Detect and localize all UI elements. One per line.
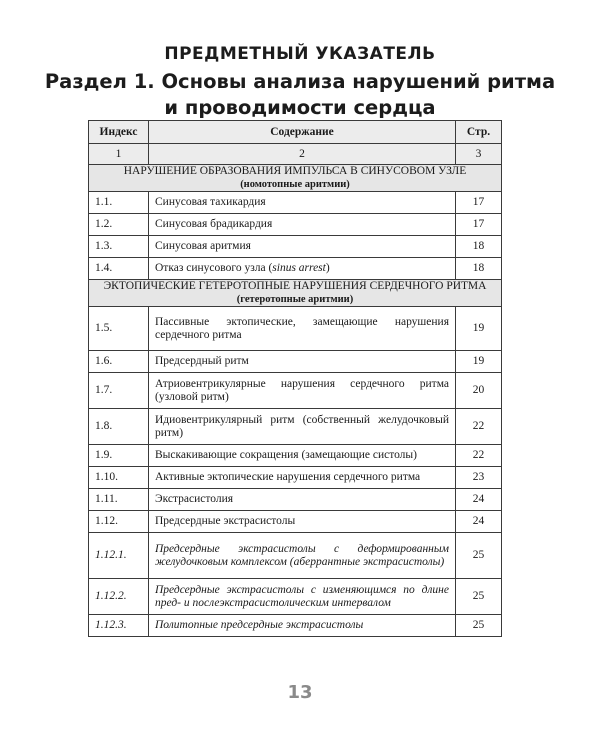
row-content: Активные эктопические нарушения сердечного ритма	[149, 467, 456, 489]
row-content: Выскакивающие сокращения (замещающие систолы)	[149, 445, 456, 467]
table-row	[89, 511, 502, 533]
table-row	[89, 373, 502, 409]
row-content: Синусовая брадикардия	[149, 214, 456, 236]
row-content: Идиовентрикулярный ритм (собственный желудочковый ритм)	[149, 409, 456, 445]
section-title-line2: и проводимости сердца	[164, 96, 436, 119]
row-page: 19	[456, 351, 502, 373]
row-content: Синусовая аритмия	[149, 236, 456, 258]
table-row	[89, 258, 502, 280]
table-row	[89, 192, 502, 214]
row-page: 18	[456, 236, 502, 258]
row-page: 24	[456, 489, 502, 511]
row-content: Пассивные эктопические, замещающие нарушения сердечного ритма	[149, 307, 456, 351]
row-index: 1.5.	[89, 307, 149, 351]
row-page: 20	[456, 373, 502, 409]
column-number: 3	[456, 144, 502, 165]
row-content: Экстрасистолия	[149, 489, 456, 511]
table-row	[89, 533, 502, 579]
row-index: 1.12.	[89, 511, 149, 533]
row-content: Политопные предсердные экстрасистолы	[149, 615, 456, 637]
row-index: 1.8.	[89, 409, 149, 445]
column-number: 1	[89, 144, 149, 165]
row-content-end: )	[325, 262, 330, 274]
page-number: 13	[287, 682, 313, 703]
header-page: Стр.	[456, 121, 502, 144]
table-row	[89, 351, 502, 373]
section-subheading: (номотопные аритмии)	[240, 179, 350, 190]
section-cell	[89, 280, 502, 307]
row-index: 1.4.	[89, 258, 149, 280]
table-row	[89, 445, 502, 467]
row-content: Атриовентрикулярные нарушения сердечного ритма (узловой ритм)	[149, 373, 456, 409]
row-index: 1.2.	[89, 214, 149, 236]
row-content: Синусовая тахикардия	[149, 192, 456, 214]
row-page: 19	[456, 307, 502, 351]
row-page: 22	[456, 445, 502, 467]
row-page: 17	[456, 214, 502, 236]
row-page: 22	[456, 409, 502, 445]
column-number: 2	[149, 144, 456, 165]
row-content: Предсердные экстрасистолы	[149, 511, 456, 533]
table-row	[89, 467, 502, 489]
header-index: Индекс	[89, 121, 149, 144]
table-row	[89, 409, 502, 445]
row-index: 1.3.	[89, 236, 149, 258]
section-subheading: (гетеротопные аритмии)	[236, 294, 354, 305]
row-index: 1.7.	[89, 373, 149, 409]
index-table	[88, 120, 502, 637]
table-row	[89, 489, 502, 511]
row-content: Предсердный ритм	[149, 351, 456, 373]
row-index: 1.12.1.	[89, 533, 149, 579]
row-index: 1.9.	[89, 445, 149, 467]
header-content: Содержание	[149, 121, 456, 144]
row-page: 17	[456, 192, 502, 214]
row-content: Предсердные экстрасистолы с деформированным желудочковым комплексом (аберрантные экстрасистолы)	[149, 533, 456, 579]
row-page: 25	[456, 579, 502, 615]
section-heading: ЭКТОПИЧЕСКИЕ ГЕТЕРОТОПНЫЕ НАРУШЕНИЯ СЕРДЕЧНОГО РИТМА	[103, 280, 487, 292]
row-content-latin: sinus arrest	[272, 262, 326, 274]
section-heading: НАРУШЕНИЕ ОБРАЗОВАНИЯ ИМПУЛЬСА В СИНУСОВОМ УЗЛЕ	[123, 165, 467, 177]
row-index: 1.12.3.	[89, 615, 149, 637]
row-index: 1.1.	[89, 192, 149, 214]
row-index: 1.10.	[89, 467, 149, 489]
table-row	[89, 236, 502, 258]
table-header-row	[89, 121, 502, 144]
row-index: 1.11.	[89, 489, 149, 511]
section-row-heterotopic	[89, 280, 502, 307]
row-page: 25	[456, 615, 502, 637]
section-row-nomotopic	[89, 165, 502, 192]
column-number-row	[89, 144, 502, 165]
section-cell	[89, 165, 502, 192]
row-content-main: Отказ синусового узла (	[155, 262, 273, 274]
table-row	[89, 214, 502, 236]
row-index: 1.12.2.	[89, 579, 149, 615]
index-title: ПРЕДМЕТНЫЙ УКАЗАТЕЛЬ	[164, 44, 436, 64]
section-title-line1: Раздел 1. Основы анализа нарушений ритма	[44, 70, 556, 93]
table-row	[89, 579, 502, 615]
table-row	[89, 307, 502, 351]
row-page: 25	[456, 533, 502, 579]
row-page: 23	[456, 467, 502, 489]
row-index: 1.6.	[89, 351, 149, 373]
table-row	[89, 615, 502, 637]
row-page: 24	[456, 511, 502, 533]
row-content	[149, 258, 456, 280]
row-page: 18	[456, 258, 502, 280]
row-content: Предсердные экстрасистолы с изменяющимся по длине пред- и послеэкстрасистолическим интервалом	[149, 579, 456, 615]
